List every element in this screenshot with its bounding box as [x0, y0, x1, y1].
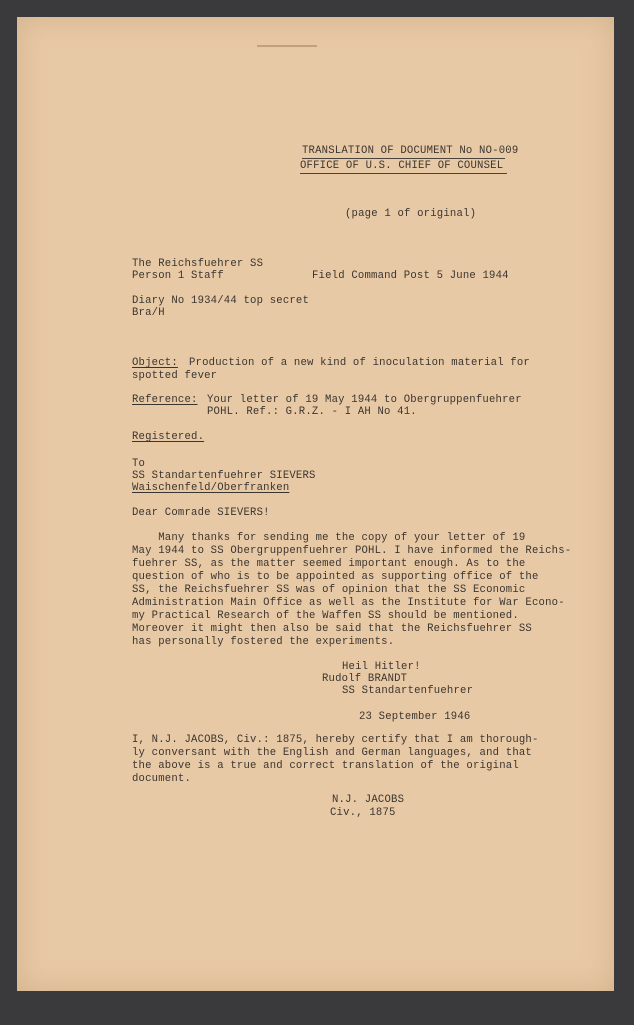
header-underline-2: [300, 173, 507, 174]
header-line-1: TRANSLATION OF DOCUMENT No NO-009: [302, 145, 519, 157]
subject-line-2: spotted fever: [132, 370, 218, 382]
recipient-place: Waischenfeld/Oberfranken: [132, 482, 290, 494]
body-line: Administration Main Office as well as the Institute for War Econo-: [132, 597, 565, 609]
body-line: question of who is to be appointed as supporting office of the: [132, 571, 539, 583]
certification-line: ly conversant with the English and German languages, and that: [132, 747, 532, 759]
registered-note: Registered.: [132, 431, 205, 443]
body-line: has personally fostered the experiments.: [132, 636, 395, 648]
closing-rank: SS Standartenfuehrer: [342, 685, 474, 697]
diary-number: Diary No 1934/44 top secret: [132, 295, 310, 307]
place-date: Field Command Post 5 June 1944: [312, 270, 509, 282]
sender-line-1: The Reichsfuehrer SS: [132, 258, 264, 270]
translator-name: N.J. JACOBS: [332, 794, 405, 806]
certification-line: the above is a true and correct translation of the original: [132, 760, 519, 772]
recipient-name: SS Standartenfuehrer SIEVERS: [132, 470, 316, 482]
body-line: SS, the Reichsfuehrer SS was of opinion that the SS Economic: [132, 584, 526, 596]
document-page: [17, 17, 614, 991]
translator-civ: Civ., 1875: [330, 807, 396, 819]
subject-line-1: Production of a new kind of inoculation material for: [189, 357, 530, 369]
recipient-to: To: [132, 458, 146, 470]
body-line: fuehrer SS, as the matter seemed important enough. As to the: [132, 558, 526, 570]
closing-greeting: Heil Hitler!: [342, 661, 421, 673]
header-line-2: OFFICE OF U.S. CHIEF OF COUNSEL: [300, 160, 504, 172]
salutation: Dear Comrade SIEVERS!: [132, 507, 270, 519]
certification-line: document.: [132, 773, 192, 785]
initials: Bra/H: [132, 307, 165, 319]
reference-line-2: POHL. Ref.: G.R.Z. - I AH No 41.: [207, 406, 417, 418]
certification-date: 23 September 1946: [359, 711, 471, 723]
body-line: May 1944 to SS Obergruppenfuehrer POHL. I have informed the Reichs-: [132, 545, 572, 557]
body-line: my Practical Research of the Waffen SS should be mentioned.: [132, 610, 519, 622]
certification-line: I, N.J. JACOBS, Civ.: 1875, hereby certify that I am thorough-: [132, 734, 539, 746]
closing-name: Rudolf BRANDT: [322, 673, 408, 685]
subject-label: Object:: [132, 357, 178, 369]
reference-line-1: Your letter of 19 May 1944 to Obergruppenfuehrer: [207, 394, 522, 406]
sender-line-2: Person 1 Staff: [132, 270, 224, 282]
header-underline-1: [302, 158, 505, 159]
body-line: Many thanks for sending me the copy of your letter of 19: [132, 532, 526, 544]
reference-label: Reference:: [132, 394, 198, 406]
body-line: Moreover it might then also be said that the Reichsfuehrer SS: [132, 623, 532, 635]
paper-stain: [257, 45, 317, 47]
page-note: (page 1 of original): [345, 208, 477, 220]
